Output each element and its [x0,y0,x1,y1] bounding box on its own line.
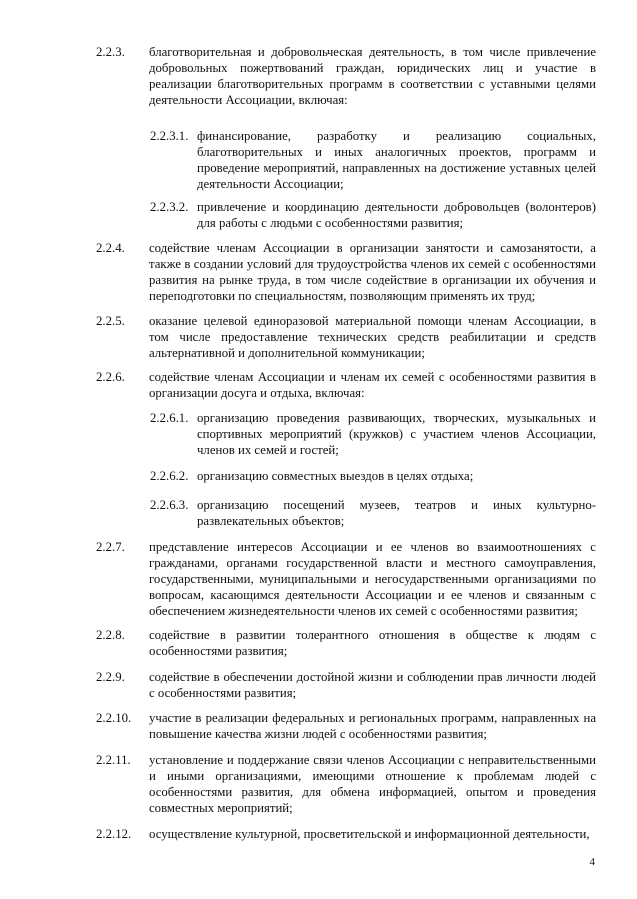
clause-number: 2.2.9. [96,670,125,684]
clause-text: осуществление культурной, просветительской и информационной деятельности, [149,827,590,841]
clause-text: привлечение и координацию деятельности добровольцев (волонтеров) для работы с людьми с особенностями развития; [197,200,596,230]
clause-text: содействие членам Ассоциации в организации занятости и самозанятости, а также в создании условий для трудоустройства членов их семей с особенностями развития на рынке труда, в том числе содействие в организации их обучения и переподготовки по специальностям, позволяющим применять их труд; [149,241,596,303]
clause-number: 2.2.6. [96,370,125,384]
clause-text: содействие членам Ассоциации и членам их семей с особенностями развития в организации досуга и отдыха, включая: [149,370,596,400]
page-number: 4 [589,856,595,868]
clause-text: финансирование, разработку и реализацию социальных, благотворительных и иных аналогичных проектов, программ и проведение мероприятий, направленных на достижение уставных целей деятельности Ассоциации; [197,129,596,191]
clause-number: 2.2.3. [96,45,125,59]
clause-text: содействие в обеспечении достойной жизни и соблюдении прав личности людей с особенностями развития; [149,670,596,700]
clause-number: 2.2.10. [96,711,132,725]
clause-text: установление и поддержание связи членов Ассоциации с неправительственными и иными организациями, имеющими отношение к проблемам людей с особенностями развития, для обмена информацией, опытом и проведения совместных мероприятий; [149,753,596,815]
clause-number: 2.2.6.1. [150,411,189,425]
clause-number: 2.2.4. [96,241,125,255]
clause-text: организацию посещений музеев, театров и иных культурно-развлекательных объектов; [197,498,596,528]
clause-number: 2.2.3.2. [150,200,189,214]
clause-text: организацию совместных выездов в целях отдыха; [197,469,474,483]
clause-text: организацию проведения развивающих, творческих, музыкальных и спортивных мероприятий (кружков) с участием членов Ассоциации, членов их семей и гостей; [197,411,596,457]
clause-text: содействие в развитии толерантного отношения в обществе к людям с особенностями развития; [149,628,596,658]
clause-text: благотворительная и добровольческая деятельность, в том числе привлечение добровольных пожертвований граждан, юридических лиц и участие в реализации благотворительных программ в соответствии с уставными целями деятельности Ассоциации, включая: [149,45,596,107]
clause-text: оказание целевой единоразовой материальной помощи членам Ассоциации, в том числе предоставление технических средств реабилитации и средств альтернативной и дополнительной коммуникации; [149,314,596,360]
clause-number: 2.2.6.3. [150,498,189,512]
clause-number: 2.2.11. [96,753,131,767]
clause-number: 2.2.6.2. [150,469,189,483]
clause-number: 2.2.7. [96,540,125,554]
clause-number: 2.2.3.1. [150,129,189,143]
clause-number: 2.2.12. [96,827,132,841]
clause-number: 2.2.8. [96,628,125,642]
clause-text: представление интересов Ассоциации и ее членов во взаимоотношениях с гражданами, органами государственной власти и местного самоуправления, государственными, муниципальными и негосударственными организациями по вопросам, касающимся деятельности Ассоциации и ее членов и связанным с обеспечением жизнедеятельности членов их семей с особенностями развития; [149,540,596,618]
clause-text: участие в реализации федеральных и региональных программ, направленных на повышение качества жизни людей с особенностями развития; [149,711,596,741]
clause-number: 2.2.5. [96,314,125,328]
